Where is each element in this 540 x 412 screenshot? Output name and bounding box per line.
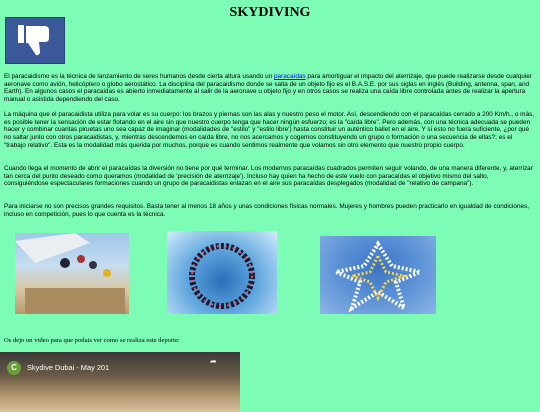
video-title[interactable]: Skydive Dubai - May 201: [27, 363, 110, 372]
large-formation-photo: [320, 236, 436, 314]
body-paragraph-3: Cuando llega el momento de abrir el paracaídas la diversión no tiene por qué terminar. Los modernos paracaídas cuadrados permiten seguir volando, de una manera diferente, y, aterrizar tan cerca del punto deseado como queramos (modalidad de 'precisión de aterrizaje'). Incluso hay quien ha hecho de este vuelo con paracaídas el objetivo mismo del salto, consiguiéndose espectaculares formaciones cuando un grupo de paracaidistas enlazan en el aire sus paracaídas desplegados (modalidad de "relativo de campana").: [4, 165, 533, 188]
paracaidas-link[interactable]: paracaídas: [274, 73, 306, 80]
channel-avatar[interactable]: C: [7, 361, 21, 375]
body-paragraph-2: La máquina que el paracaidista utiliza para volar es su cuerpo: los brazos y piernas son las alas y nuestro peso el motor. Así, descendiendo con el paracaídas cerrado a 200 Km/h., o más, es posible tener la sensación de estar flotando en el aire sin que nuestro cuerpo tenga que hacer ningún esfuerzo; es la "caída libre". Pero además, con una técnica adecuada se pueden hacer y combinar cuantas piruetas uno sea capaz de imaginar (modalidades de "estilo" y "estilo libre') hasta constituir un auténtico ballet en el aire. Y si esto no fuera suficiente, ¿por qué no saltar junto con otros paracaidistas, y, mientras descendemos en caída libre, no nos acercamos y cogemos constituyendo un grupo o formación o una secuencia de ellas?; es el "trabajo relativo". Esta es la modalidad más querida por muchos, porque es cuando sentimos realmente que volamos sin otro elemento que nuestro propio cuerpo.: [4, 111, 535, 149]
share-arrow-icon[interactable]: ➦: [210, 357, 217, 366]
intro-paragraph: El paracaidismo es la técnica de lanzamiento de seres humanos desde cierta altura usando un paracaídas para amortiguar el impacto del aterrizaje, que puede realizarse desde cualquier aeronave como avión, helicóptero o globo aerostático. La disciplina del paracaidismo donde se salta de un objeto fijo es el B.A.S.E. por sus siglas en inglés (Building, antenna, span, and Earth). En algunos casos el paracaidas es abierto inmediatamente al salir de la aeronave u objeto fijo y en otros casos se realiza una caída libre controlada antes de realizar la apertura manual o asistida dependiendo del caso.: [4, 73, 532, 104]
page-title: SKYDIVING: [229, 5, 311, 20]
skydivers-over-city-photo: [15, 233, 129, 314]
video-intro-text: Os dejo un video para que podais ver como se realiza este deporte:: [4, 337, 180, 344]
thumbs-down-icon: [5, 17, 65, 64]
body-paragraph-4: Para iniciarse no son precisos grandes requisitos. Basta tener al menos 18 años y unas condiciones físicas normales. Mujeres y hombres pueden practicarlo en igualdad de condiciones, incluso en competición, pues lo que cuenta es la técnica.: [4, 203, 530, 218]
video-player[interactable]: [0, 352, 240, 412]
formation-circle-photo: [167, 231, 277, 314]
